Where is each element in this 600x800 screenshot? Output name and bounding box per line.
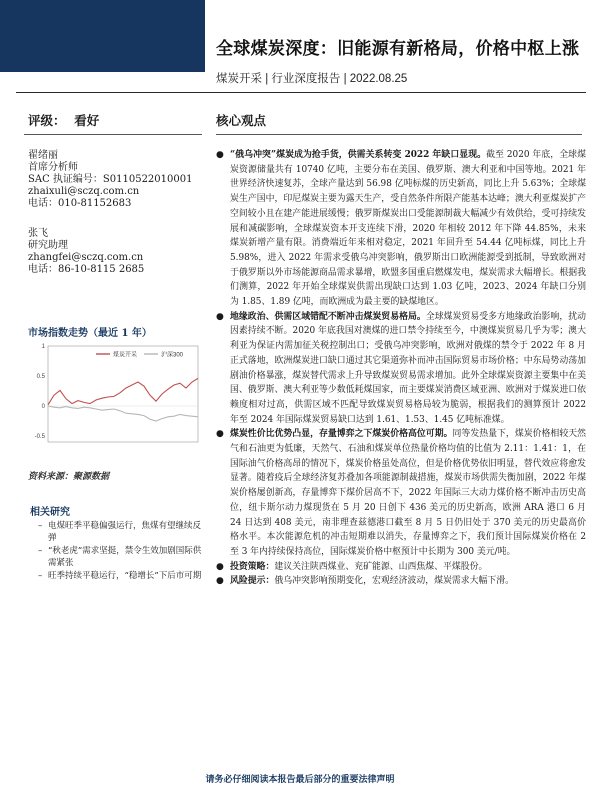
core-point-lead: 地缘政治、供需区域错配不断冲击煤炭贸易格局。 [230, 311, 426, 322]
bullet-icon: ● [216, 576, 224, 587]
core-point [216, 310, 586, 428]
analyst-email[interactable]: zhangfei@sczq.com.cn [28, 252, 144, 263]
analyst-title: 首席分析师 [28, 162, 78, 173]
core-point [216, 427, 586, 559]
legal-footer: 请务必仔细阅读本报告最后部分的重要法律声明 [205, 775, 395, 785]
rating-label: 评级： [28, 113, 66, 128]
report-subtitle: 煤炭开采 | 行业深度报告 | 2022.08.25 [216, 73, 408, 85]
header-color-bar [0, 0, 205, 72]
series-line-coal [48, 378, 198, 404]
y-tick-label: 0 [41, 404, 45, 410]
core-point-text: 截至 2020 年底，全球煤炭资源储量共有 10740 亿吨，主要分布在美国、俄罗斯、澳大利亚和中国等地。2021 年世界经济快速复苏，全球产量达到 56.98 亿吨标煤的历史新高，同比上升 5.63%；全球煤炭生产国中，印尼煤炭主要为露天生产，受自然条件所限产能基本达峰；澳大利亚煤炭扩产空间较小且在建产能进展缓慢；俄罗斯煤炭出口受能源制裁大幅减少有效供给，受可持续发展和减碳影响，全球煤炭资本开支连续下滑，2020 年相较 2012 年下降 44.85%，未来煤炭新增产量有限。消费端近年来相对稳定，2021 年回升至 54.44 亿吨标煤，同比上升 5.98%，进入 2022 年需求受俄乌冲突影响，俄罗斯出口欧洲能源受到抵制，导致欧洲对于俄罗斯以外市场能源商品需求暴增，欧盟多国重启燃煤发电，煤炭需求大幅增长。根据我们测算，2022 年开始全球煤炭供需出现缺口达到 1.03 亿吨，2023、2024 年缺口分别为 1.85、1.89 亿吨，而欧洲成为最主要的缺煤地区。 [230, 150, 586, 308]
core-point-text: 建议关注陕西煤业、兖矿能源、山西焦煤、平煤股份。 [274, 561, 488, 572]
legend-coal-label: 煤炭开采 [113, 352, 138, 359]
y-tick-label: 1 [41, 344, 45, 350]
chart-source: 资料来源：聚源数据 [28, 472, 110, 482]
plot-frame [48, 346, 198, 442]
header-divider [16, 92, 586, 93]
y-tick-label: -0.5 [34, 434, 45, 440]
core-point [216, 148, 586, 310]
bullet-icon: ● [216, 150, 224, 160]
analyst-name: 翟绪丽 [28, 150, 58, 161]
core-point-lead: 煤炭性价比优势凸显，存量博弈之下煤炭价格高位可期。 [230, 429, 453, 440]
related-research-list [38, 520, 204, 583]
chart-svg [28, 340, 202, 450]
bullet-icon: – [38, 571, 43, 581]
related-research-item[interactable] [38, 520, 204, 544]
core-point-lead: “俄乌冲突”煤炭成为抢手货，供需关系转变 2022 年缺口显现。 [230, 150, 487, 160]
core-point-lead: 风险提示： [230, 576, 275, 587]
analyst-email[interactable]: zhaixuli@sczq.com.cn [28, 186, 140, 197]
analyst-phone: 电话：010-81152683 [28, 198, 132, 209]
analyst-title: 研究助理 [28, 240, 68, 251]
market-index-chart [28, 340, 202, 450]
related-research-link[interactable]: 电煤旺季平稳偏强运行，焦煤有望继续反弹 [48, 521, 202, 543]
related-research-item[interactable] [38, 570, 204, 582]
series-line-hs300 [48, 406, 198, 421]
analyst-block [28, 228, 144, 276]
core-point [216, 560, 586, 575]
rating-value: 看好 [74, 113, 100, 128]
rating [28, 111, 99, 129]
core-views-list [216, 148, 586, 589]
bullet-icon: ● [216, 561, 224, 572]
related-research-item[interactable] [38, 545, 204, 569]
right-divider [216, 134, 582, 135]
related-research-title: 相关研究 [30, 507, 70, 518]
left-divider [24, 134, 202, 135]
bullet-icon: ● [216, 311, 224, 322]
bullet-icon: ● [216, 429, 224, 440]
analyst-block [28, 150, 192, 210]
analyst-license: SAC 执证编号：S0110522010001 [28, 174, 193, 185]
report-title: 全球煤炭深度：旧能源有新格局，价格中枢上涨 [216, 39, 580, 59]
core-point-lead: 投资策略： [230, 561, 275, 572]
core-point [216, 574, 586, 589]
analyst-name: 张飞 [28, 228, 48, 239]
core-point-text: 同等发热量下，煤炭价格相较天然气和石油更为低廉，天然气、石油和煤炭单位热量价格均值的比值为 2.11：1.41：1，在国际油气价格高昂的情况下，煤炭价格虽处高位，但是价格优势依旧明显，替代效应将愈发显著。随着疫后全球经济复苏叠加各项能源制裁措施，煤炭市场供需失衡加剧，2022 年煤炭价格屡创新高，存量博弈下煤价居高不下，2022 年国际三大动力煤价格不断冲击历史高位，纽卡斯尔动力煤现货在 5 月 20 日创下 436 美元的历史新高，欧洲 ARA 港口 6 月 24 日达到 408 美元，南非理查兹德港口截至 8 月 5 日仍旧处于 370 美元的历史最高价格水平。本次能源危机的冲击短期难以消失，存量博弈之下，我们预计国际煤炭价格在 2 至 3 年内持续保持高位，国际煤炭价格中枢预计中长期为 300 美元/吨。 [230, 429, 586, 557]
core-point-text: 全球煤炭贸易受多方地缘政治影响，扰动因素持续不断。2020 年底我国对澳煤的进口禁令持续至今，中澳煤炭贸易几乎为零；澳大利亚为保证内需加征关税控制出口；受俄乌冲突影响，欧洲对俄煤的禁令于 2022 年 8 月正式落地，欧洲煤炭进口缺口通过其它渠道弥补而冲击国际贸易市场价格；中东局势动荡加剧油价格暴涨，煤炭替代需求上升导致煤炭贸易需求增加。此外全球煤炭资源主要集中在美国、俄罗斯、澳大利亚等少数低耗煤国家，而主要煤炭消费区域亚洲、欧洲对于煤炭进口依赖度相对过高，供需区域不匹配导致煤炭贸易格局较为脆弱，根据我们的测算预计 2022 年至 2024 年国际煤炭贸易缺口达到 1.61、1.53、1.45 亿吨标准煤。 [230, 311, 586, 425]
core-views-heading: 核心观点 [216, 113, 267, 128]
chart-title: 市场指数走势（最近 1 年） [28, 328, 152, 339]
bullet-icon: – [38, 521, 43, 531]
bullet-icon: – [38, 546, 43, 556]
legend-hs300-label: 沪深300 [161, 352, 184, 359]
related-research-link[interactable]: 旺季持续平稳运行，“稳增长”下后市可期 [48, 571, 202, 581]
y-tick-label: 0.5 [36, 374, 45, 380]
related-research-link[interactable]: “秋老虎”需求坚挺，禁令生效加剧国际供需紧张 [48, 546, 202, 568]
core-point-text: 俄乌冲突影响预期变化，宏观经济波动，煤炭需求大幅下滑。 [274, 576, 514, 587]
analyst-phone: 电话：86-10-8115 2685 [28, 264, 145, 275]
